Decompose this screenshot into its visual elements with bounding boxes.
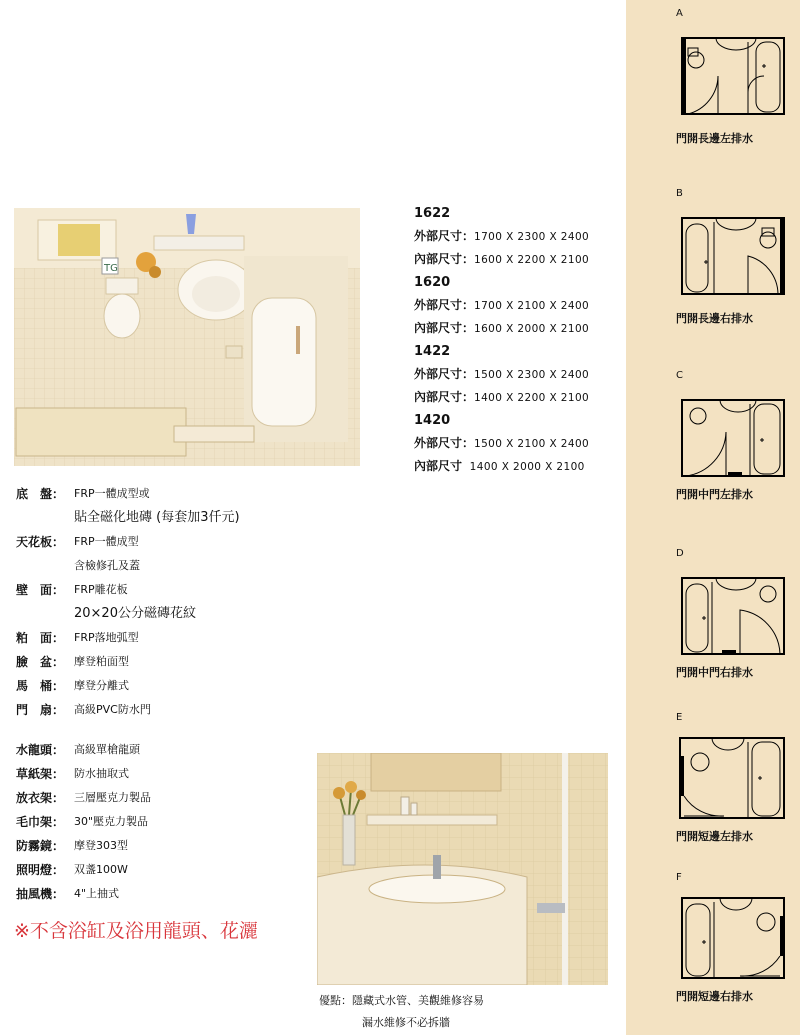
plan-letter: F <box>676 872 682 883</box>
model-title: 1622 <box>414 206 451 221</box>
outer-size-row: 外部尺寸：1500 X 2100 X 2400 <box>414 436 590 450</box>
outer-size-row: 外部尺寸：1700 X 2100 X 2400 <box>414 298 590 312</box>
inner-size-row: 內部尺寸：1600 X 2000 X 2100 <box>414 321 590 335</box>
plan-caption: 門開中門右排水 <box>676 666 753 679</box>
floorplan-f-drawing <box>676 886 788 986</box>
plan-caption: 門開長邊左排水 <box>676 132 753 145</box>
plan-letter: E <box>676 712 683 723</box>
inner-size-row: 內部尺寸 1400 X 2000 X 2100 <box>414 459 585 473</box>
floorplan-b-drawing <box>676 202 788 302</box>
inner-size-row: 內部尺寸：1400 X 2200 X 2100 <box>414 390 590 404</box>
floorplan-sidebar <box>626 0 800 1035</box>
plan-letter: B <box>676 188 683 199</box>
plan-letter: D <box>676 548 684 559</box>
inner-size-row: 內部尺寸：1600 X 2200 X 2100 <box>414 252 590 266</box>
plan-caption: 門開短邊左排水 <box>676 830 753 843</box>
floorplan-d-drawing <box>676 562 788 662</box>
size-model-1420 <box>414 409 589 478</box>
model-title: 1620 <box>414 275 451 290</box>
plan-caption: 門開短邊右排水 <box>676 990 753 1003</box>
svg-text:TG: TG <box>104 263 118 274</box>
plan-caption: 門開中門左排水 <box>676 488 753 501</box>
floorplan-c-drawing <box>676 384 788 484</box>
photo-caption-line1: 優點：隱藏式水管、美觀維修容易 <box>319 994 484 1007</box>
size-model-1622 <box>414 202 589 271</box>
outer-size-row: 外部尺寸：1500 X 2300 X 2400 <box>414 367 590 381</box>
model-title: 1422 <box>414 344 451 359</box>
floorplan-a-drawing <box>676 22 788 122</box>
floorplan-e-drawing <box>676 726 788 826</box>
plan-caption: 門開長邊右排水 <box>676 312 753 325</box>
photo-caption-line2: 漏水維修不必拆牆 <box>362 1016 450 1029</box>
plan-letter: C <box>676 370 683 381</box>
washbasin-photo <box>317 753 608 985</box>
size-table <box>414 202 589 478</box>
model-title: 1420 <box>414 413 451 428</box>
outer-size-row: 外部尺寸：1700 X 2300 X 2400 <box>414 229 590 243</box>
bathroom-topview-photo <box>14 208 360 466</box>
exclusion-note: ※不含浴缸及浴用龍頭、花灑 <box>14 920 258 942</box>
size-model-1422 <box>414 340 589 409</box>
size-model-1620 <box>414 271 589 340</box>
plan-letter: A <box>676 8 683 19</box>
